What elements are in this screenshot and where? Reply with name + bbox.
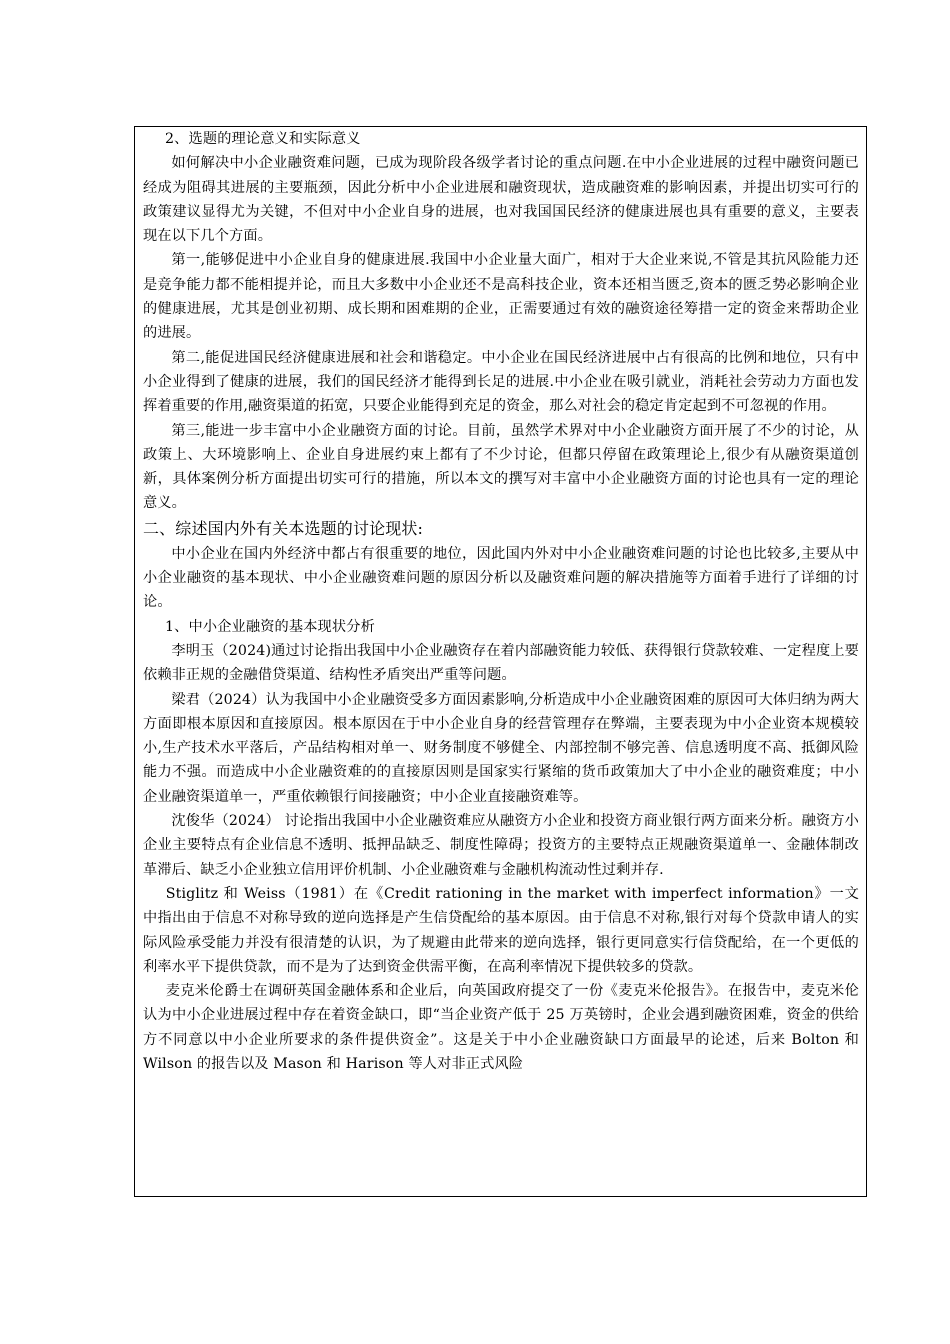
body-paragraph: 李明玉（2024)通过讨论指出我国中小企业融资存在着内部融资能力较低、获得银行贷款较难、一定程度上要依赖非正规的金融借贷渠道、结构性矛盾突出严重等问题。	[143, 642, 859, 684]
section-subheading: 2、选题的理论意义和实际意义	[165, 131, 361, 147]
body-paragraph: 第三,能进一步丰富中小企业融资方面的讨论。目前，虽然学术界对中小企业融资方面开展了不少的讨论，从政策上、大环境影响上、企业自身进展约束上都有了不少讨论，但都只停留在政策理论上,很少有从融资渠道创新，具体案例分析方面提出切实可行的措施，所以本文的撰写对丰富中小企业融资方面的讨论也具有一定的理论意义。	[143, 422, 859, 512]
body-paragraph: 沈俊华（2024） 讨论指出我国中小企业融资难应从融资方小企业和投资方商业银行两方面来分析。融资方小企业主要特点有企业信息不透明、抵押品缺乏、制度性障碍；投资方的主要特点正规融资渠道单一、金融体制改革滞后、缺乏小企业独立信用评价机制、小企业融资难与金融机构流动性过剩并存.	[143, 813, 859, 878]
body-paragraph: 麦克米伦爵士在调研英国金融体系和企业后，向英国政府提交了一份《麦克米伦报告》。在报告中，麦克米伦认为中小企业进展过程中存在着资金缺口，即“当企业资产低于 25 万英镑时，企业会遇到融资困难，资金的供给方不同意以中小企业所要求的条件提供资金”。这是关于中小企业融资缺口方面最早的论述，后来 Bolton 和 Wilson 的报告以及 Mason 和 Harison 等人对非正式风险	[143, 983, 859, 1072]
body-paragraph: 如何解决中小企业融资难问题，已成为现阶段各级学者讨论的重点问题.在中小企业进展的过程中融资问题已经成为阻碍其进展的主要瓶颈，因此分析中小企业进展和融资现状，造成融资难的影响因素，并提出切实可行的政策建议显得尤为关键，不但对中小企业自身的进展，也对我国国民经济的健康进展也具有重要的意义，主要表现在以下几个方面。	[143, 155, 859, 245]
body-paragraph: Stiglitz 和 Weiss（1981）在《Credit rationing in the market with imperfect information》一文中指出由于信息不对称导致的逆向选择是产生信贷配给的基本原因。由于信息不对称,银行对每个贷款申请人的实际风险承受能力并没有很清楚的认识，为了规避由此带来的逆向选择，银行更同意实行信贷配给，在一个更低的利率水平下提供贷款，而不是为了达到资金供需平衡，在高利率情况下提供较多的贷款。	[143, 885, 859, 975]
section-heading: 二、综述国内外有关本选题的讨论现状:	[143, 518, 424, 538]
body-paragraph: 第二,能促进国民经济健康进展和社会和谐稳定。中小企业在国民经济进展中占有很高的比例和地位，只有中小企业得到了健康的进展，我们的国民经济才能得到长足的进展.中小企业在吸引就业，消耗社会劳动力方面也发挥着重要的作用,融资渠道的拓宽，只要企业能得到充足的资金，那么对社会的稳定肯定起到不可忽视的作用。	[143, 349, 859, 415]
body-paragraph: 中小企业在国内外经济中都占有很重要的地位，因此国内外对中小企业融资难问题的讨论也比较多,主要从中小企业融资的基本现状、中小企业融资难问题的原因分析以及融资难问题的解决措施等方面着手进行了详细的讨论。	[143, 545, 859, 611]
body-paragraph: 梁君（2024）认为我国中小企业融资受多方面因素影响,分析造成中小企业融资困难的原因可大体归纳为两大方面即根本原因和直接原因。根本原因在于中小企业自身的经营管理存在弊端，主要表现为中小企业资本规模较小,生产技术水平落后，产品结构相对单一、财务制度不够健全、内部控制不够完善、信息透明度不高、抵御风险能力不强。而造成中小企业融资难的的直接原因则是国家实行紧缩的货币政策加大了中小企业的融资难度；中小企业融资渠道单一，严重依赖银行间接融资；中小企业直接融资难等。	[143, 691, 859, 805]
body-paragraph: 第一,能够促进中小企业自身的健康进展.我国中小企业量大面广，相对于大企业来说,不管是其抗风险能力还是竞争能力都不能相提并论，而且大多数中小企业还不是高科技企业，资本还相当匮乏,资本的匮乏势必影响企业的健康进展，尤其是创业初期、成长期和困难期的企业，正需要通过有效的融资途径筹措一定的资金来帮助企业的进展。	[143, 252, 859, 342]
table-cell-frame	[134, 126, 867, 1197]
document-body	[143, 127, 859, 1076]
section-subheading: 1、中小企业融资的基本现状分析	[165, 618, 375, 635]
